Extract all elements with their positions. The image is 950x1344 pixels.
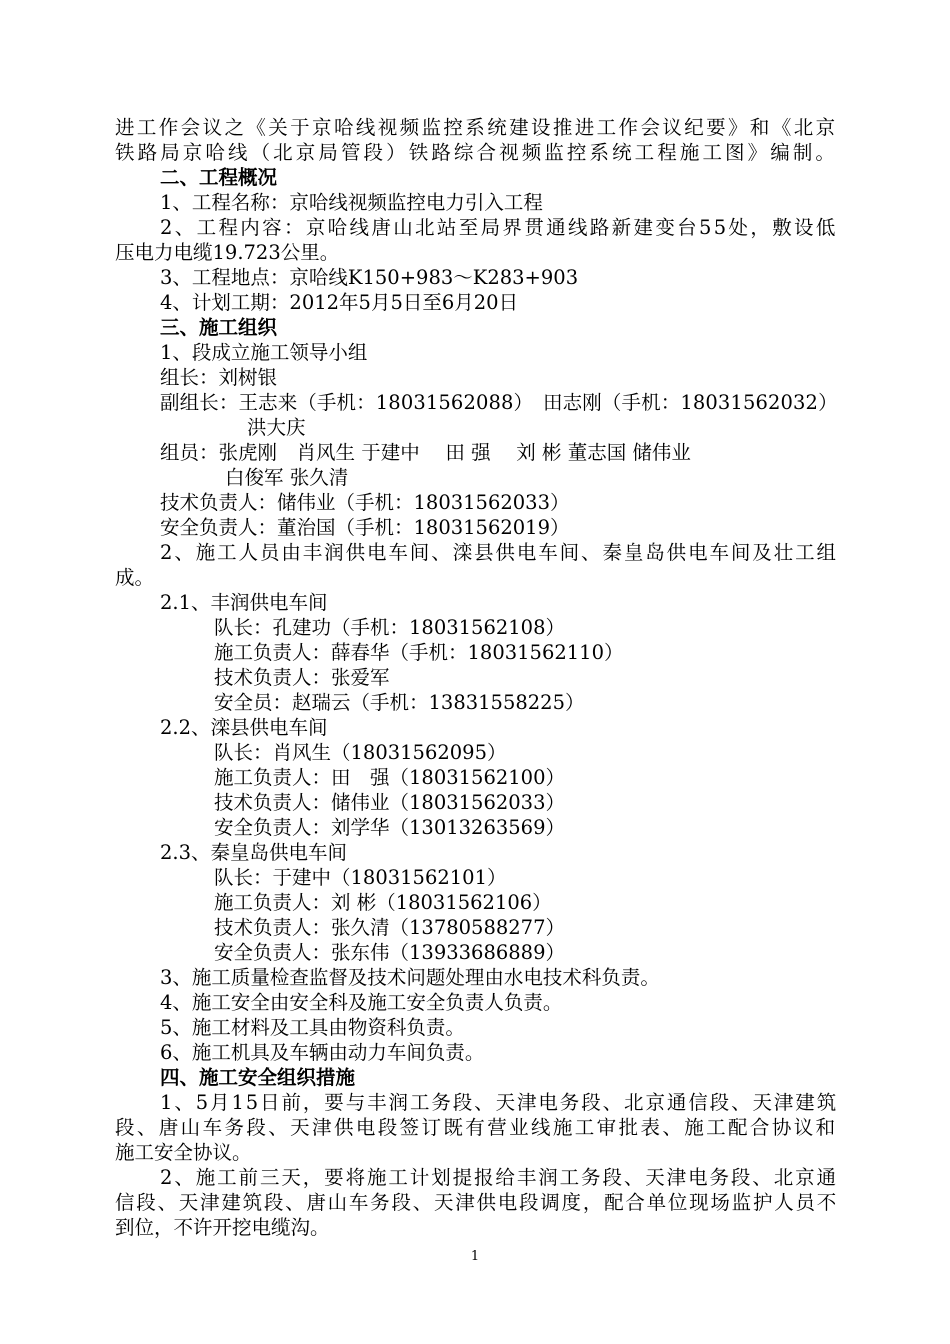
text-line: 施工安全协议。 — [115, 1141, 252, 1164]
text-line: 4、施工安全由安全科及施工安全负责人负责。 — [160, 991, 563, 1014]
text-line: 2.2、滦县供电车间 — [160, 716, 328, 739]
text-line: 技术负责人：储伟业（手机：18031562033） — [160, 491, 570, 514]
text-line: 队长：肖风生（18031562095） — [214, 741, 507, 764]
text-line: 安全负责人：刘学华（13013263569） — [214, 816, 565, 839]
text-line: 成。 — [115, 566, 155, 589]
text-line: 安全员：赵瑞云（手机：13831558225） — [214, 691, 585, 714]
section-heading: 二、工程概况 — [160, 166, 278, 189]
text-line: 段、唐山车务段、天津供电段签订既有营业线施工审批表、施工配合协议和 — [115, 1116, 838, 1139]
text-line: 技术负责人：张久清（13780588277） — [214, 916, 565, 939]
text-line: 1、段成立施工领导小组 — [160, 341, 368, 364]
text-line: 2、施工前三天，要将施工计划提报给丰润工务段、天津电务段、北京通 — [160, 1166, 838, 1189]
text-line: 3、施工质量检查监督及技术问题处理由水电技术科负责。 — [160, 966, 660, 989]
text-line: 施工负责人：薛春华（手机：18031562110） — [214, 641, 624, 664]
text-line: 1、工程名称：京哈线视频监控电力引入工程 — [160, 191, 543, 214]
text-line: 安全负责人：董治国（手机：18031562019） — [160, 516, 570, 539]
text-line: 队长：孔建功（手机：18031562108） — [214, 616, 565, 639]
text-line: 2、施工人员由丰润供电车间、滦县供电车间、秦皇岛供电车间及壮工组 — [160, 541, 838, 564]
text-line: 3、工程地点：京哈线K150+983～K283+903 — [160, 266, 579, 289]
section-heading: 三、施工组织 — [160, 316, 278, 339]
text-line: 铁路局京哈线（北京局管段）铁路综合视频监控系统工程施工图》编制。 — [115, 141, 839, 164]
text-line: 队长：于建中（18031562101） — [214, 866, 507, 889]
text-line: 组长：刘树银 — [160, 366, 278, 389]
text-line: 2.3、秦皇岛供电车间 — [160, 841, 348, 864]
text-line: 技术负责人：张爱军 — [214, 666, 390, 689]
section-heading: 四、施工安全组织措施 — [160, 1066, 356, 1089]
text-line: 6、施工机具及车辆由动力车间负责。 — [160, 1041, 485, 1064]
text-line: 副组长：王志来（手机：18031562088） 田志刚（手机：18031562032） — [160, 391, 838, 414]
text-line: 白俊军 张久清 — [225, 466, 349, 489]
text-line: 5、施工材料及工具由物资科负责。 — [160, 1016, 465, 1039]
text-line: 2、工程内容：京哈线唐山北站至局界贯通线路新建变台55处，敷设低 — [160, 216, 838, 239]
text-line: 技术负责人：储伟业（18031562033） — [214, 791, 565, 814]
text-line: 到位，不许开挖电缆沟。 — [115, 1216, 330, 1239]
text-line: 进工作会议之《关于京哈线视频监控系统建设推进工作会议纪要》和《北京 — [115, 116, 838, 139]
page-number: 1 — [470, 1249, 480, 1264]
text-line: 洪大庆 — [247, 416, 306, 439]
text-line: 4、计划工期：2012年5月5日至6月20日 — [160, 291, 519, 314]
text-line: 2.1、丰润供电车间 — [160, 591, 328, 614]
text-line: 施工负责人：田 强（18031562100） — [214, 766, 565, 789]
text-line: 压电力电缆19.723公里。 — [115, 241, 340, 264]
text-line: 组员：张虎刚 肖风生 于建中 田 强 刘 彬 董志国 储伟业 — [160, 441, 691, 464]
text-line: 信段、天津建筑段、唐山车务段、天津供电段调度，配合单位现场监护人员不 — [115, 1191, 839, 1214]
text-line: 1、5月15日前，要与丰润工务段、天津电务段、北京通信段、天津建筑 — [160, 1091, 839, 1114]
text-line: 施工负责人：刘 彬（18031562106） — [214, 891, 552, 914]
text-line: 安全负责人：张东伟（13933686889） — [214, 941, 565, 964]
